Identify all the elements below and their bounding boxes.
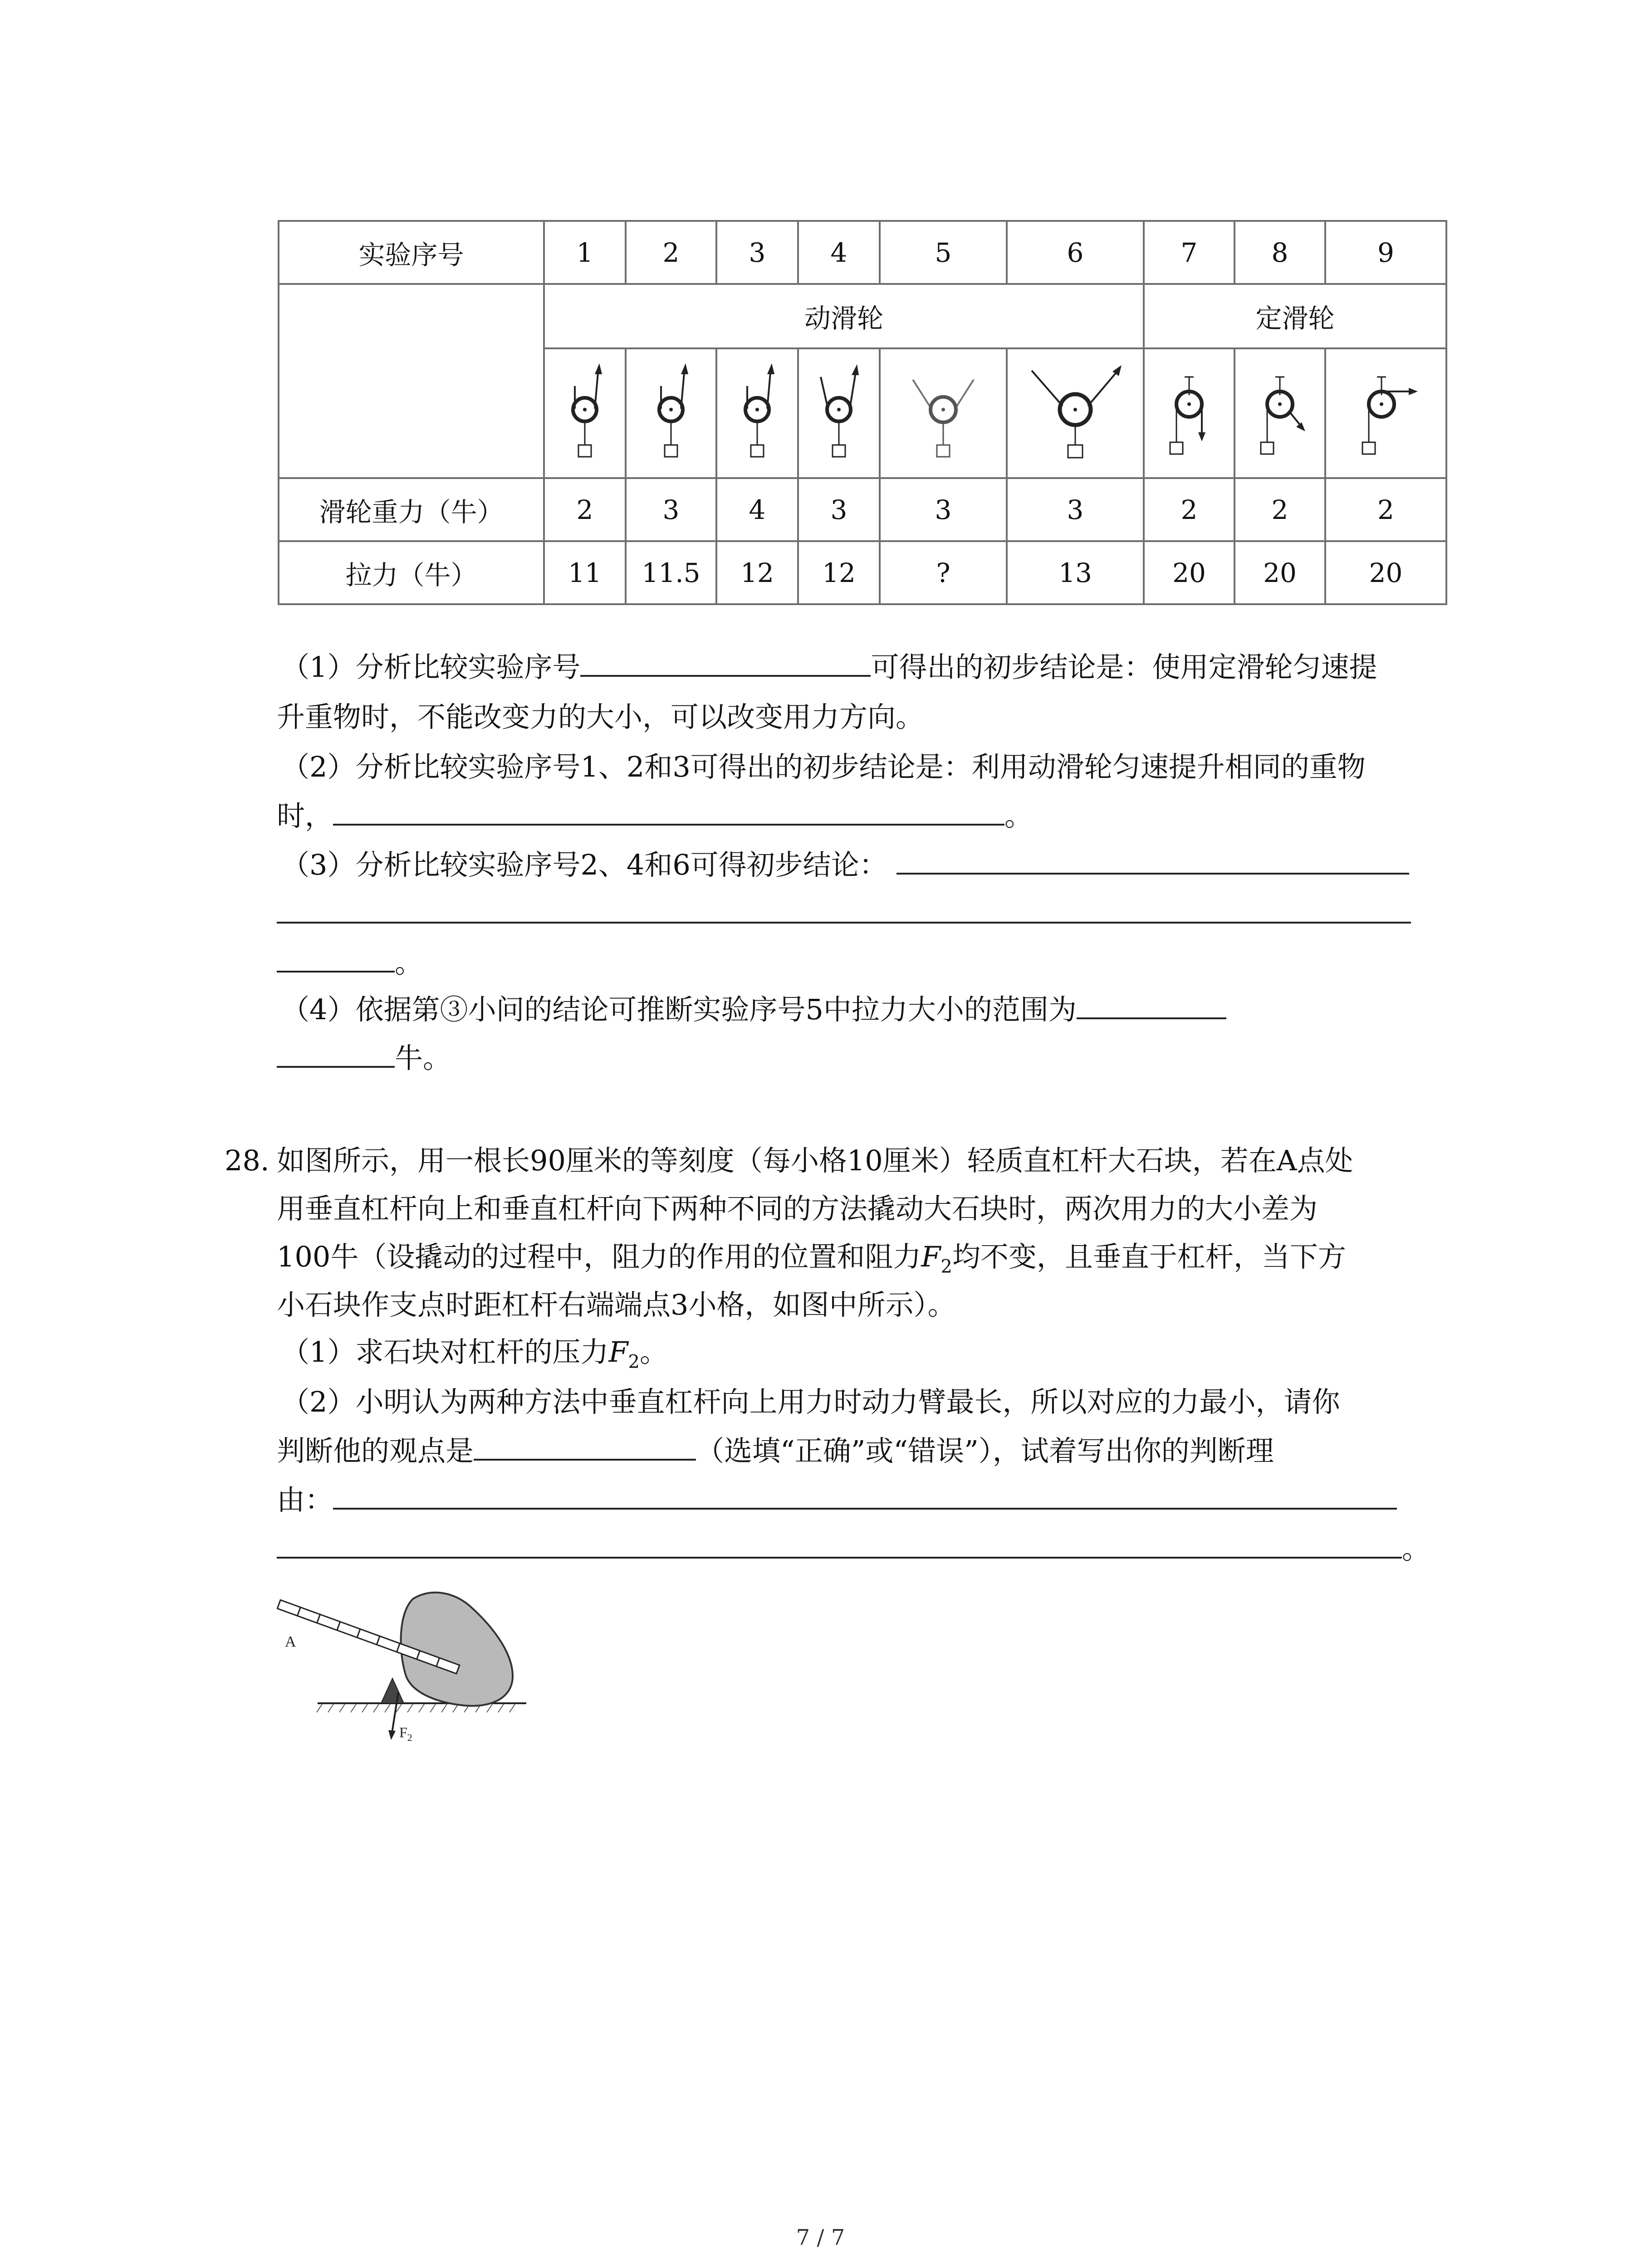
force-cell: ? (880, 541, 1007, 604)
answer-blank[interactable] (474, 1458, 696, 1461)
symbol-subscript: 2 (628, 1351, 640, 1373)
symbol-f: F (921, 1240, 941, 1273)
question-3-line-1 (281, 848, 1409, 881)
fixed-pulley-header: 定滑轮 (1144, 284, 1446, 348)
problem-28-line-2: 用垂直杠杆向上和垂直杠杆向下两种不同的方法撬动大石块时，两次用力的大小差为 (277, 1192, 1318, 1225)
weight-cell: 4 (716, 478, 798, 541)
answer-blank[interactable] (333, 1507, 1397, 1510)
question-1-line-2: 升重物时，不能改变力的大小，可以改变用力方向。 (277, 700, 924, 733)
lever-figure (277, 1579, 531, 1760)
pulley-figure-cell (798, 348, 880, 478)
symbol-subscript: 2 (941, 1256, 952, 1277)
experiment-number-cell: 8 (1234, 221, 1325, 284)
question-1-line-1 (281, 650, 1377, 684)
force-cell: 20 (1144, 541, 1234, 604)
problem-28-line-1: 如图所示，用一根长90厘米的等刻度（每小格10厘米）轻质直杠杆大石块，若在A点处 (277, 1144, 1353, 1177)
weight-cell: 3 (880, 478, 1007, 541)
problem-text: 。 (639, 1335, 668, 1369)
movable-pulley-icon (558, 359, 612, 468)
question-3-line-2 (277, 900, 1411, 928)
weight-cell: 3 (798, 478, 880, 541)
pulley-figure-cell (880, 348, 1007, 478)
force-cell: 20 (1234, 541, 1325, 604)
problem-28-line-3 (277, 1240, 1346, 1277)
weight-cell: 2 (544, 478, 626, 541)
fixed-pulley-side-icon (1350, 359, 1422, 468)
question-text: （4）依据第③小问的结论可推断实验序号5中拉力大小的范围为 (281, 993, 1077, 1026)
answer-blank[interactable] (1077, 1017, 1226, 1019)
experiment-number-cell: 6 (1007, 221, 1144, 284)
experiment-number-cell: 3 (716, 221, 798, 284)
sub-question-2-line-4 (277, 1532, 1430, 1565)
question-text: 。 (1004, 799, 1033, 832)
question-text: 可得出的初步结论是：使用定滑轮匀速提 (871, 650, 1377, 684)
pulley-figure-cell (716, 348, 798, 478)
pulley-figure-cell (1144, 348, 1234, 478)
point-a-label: A (285, 1633, 296, 1650)
experiment-number-cell: 5 (880, 221, 1007, 284)
pulley-figure-cell (1325, 348, 1446, 478)
problem-text: 100牛（设撬动的过程中，阻力的作用的位置和阻力 (277, 1240, 921, 1273)
page-footer: 7 / 7 (796, 2225, 845, 2250)
weight-cell: 3 (1007, 478, 1144, 541)
answer-blank[interactable] (277, 970, 395, 973)
answer-blank[interactable] (896, 872, 1409, 875)
problem-28-line-4: 小石块作支点时距杠杆右端端点3小格，如图中所示）。 (277, 1288, 956, 1321)
problem-text: 判断他的观点是 (277, 1434, 474, 1467)
force-arrow-head (388, 1730, 396, 1740)
empty-cell (279, 284, 544, 478)
row-header-cell: 实验序号 (279, 221, 544, 284)
answer-blank[interactable] (277, 1066, 395, 1068)
question-text: 。 (395, 946, 423, 979)
weight-cell: 2 (1234, 478, 1325, 541)
pulley-figure-cell (1007, 348, 1144, 478)
sub-question-2-line-3 (277, 1483, 1397, 1516)
force-cell: 20 (1325, 541, 1446, 604)
fixed-pulley-down-icon (1157, 359, 1221, 468)
question-2-line-2 (277, 799, 1033, 832)
experiment-number-cell: 9 (1325, 221, 1446, 284)
question-2-line-1: （2）分析比较实验序号1、2和3可得出的初步结论是：利用动滑轮匀速提升相同的重物 (281, 750, 1366, 783)
movable-pulley-wide-icon (905, 359, 982, 468)
pulley-figure-cell (626, 348, 716, 478)
question-3-line-3 (277, 946, 423, 979)
sub-question-1 (281, 1335, 668, 1373)
weight-cell: 2 (1144, 478, 1234, 541)
problem-text: 由： (277, 1483, 333, 1516)
answer-blank[interactable] (580, 675, 871, 677)
problem-number: 28. (225, 1144, 269, 1177)
force-f2-label: $F_2$ (399, 1724, 412, 1743)
answer-blank[interactable] (277, 921, 1411, 924)
question-4-line-2 (277, 1041, 451, 1075)
force-cell: 12 (798, 541, 880, 604)
sub-question-2-line-2 (277, 1434, 1274, 1467)
force-cell: 11.5 (626, 541, 716, 604)
row-label-cell: 拉力（牛） (279, 541, 544, 604)
weight-cell: 2 (1325, 478, 1446, 541)
problem-text: （1）求石块对杠杆的压力 (281, 1335, 609, 1369)
pulley-figure-cell (1234, 348, 1325, 478)
experiment-number-cell: 7 (1144, 221, 1234, 284)
movable-pulley-header: 动滑轮 (544, 284, 1144, 348)
answer-blank[interactable] (333, 823, 1004, 826)
table-row (279, 284, 1446, 348)
experiment-number-cell: 2 (626, 221, 716, 284)
answer-blank[interactable] (277, 1556, 1402, 1559)
movable-pulley-wide-icon (1021, 359, 1130, 468)
row-label-cell: 滑轮重力（牛） (279, 478, 544, 541)
table-row (279, 478, 1446, 541)
problem-text: 均不变，且垂直于杠杆，当下方 (952, 1240, 1346, 1273)
movable-pulley-icon (644, 359, 698, 468)
question-text: （1）分析比较实验序号 (281, 650, 581, 684)
question-4-line-1 (281, 993, 1226, 1026)
movable-pulley-angled-icon (812, 359, 866, 468)
table-row (279, 221, 1446, 284)
problem-text: 。 (1402, 1532, 1430, 1565)
fulcrum-triangle (381, 1678, 404, 1703)
weight-cell: 3 (626, 478, 716, 541)
force-cell: 12 (716, 541, 798, 604)
fixed-pulley-angled-icon (1248, 359, 1312, 468)
experiment-table (278, 220, 1447, 605)
force-cell: 13 (1007, 541, 1144, 604)
sub-question-2-line-1: （2）小明认为两种方法中垂直杠杆向上用力时动力臂最长，所以对应的力最小，请你 (281, 1385, 1340, 1418)
table-row (279, 541, 1446, 604)
problem-text: （选填“正确”或“错误”），试着写出你的判断理 (696, 1434, 1274, 1467)
question-text: 时， (277, 799, 333, 832)
experiment-number-cell: 4 (798, 221, 880, 284)
symbol-f: F (608, 1335, 628, 1369)
question-text: 牛。 (395, 1041, 451, 1075)
movable-pulley-icon (730, 359, 784, 468)
experiment-number-cell: 1 (544, 221, 626, 284)
question-text: （3）分析比较实验序号2、4和6可得初步结论： (281, 848, 887, 881)
pulley-figure-cell (544, 348, 626, 478)
force-cell: 11 (544, 541, 626, 604)
